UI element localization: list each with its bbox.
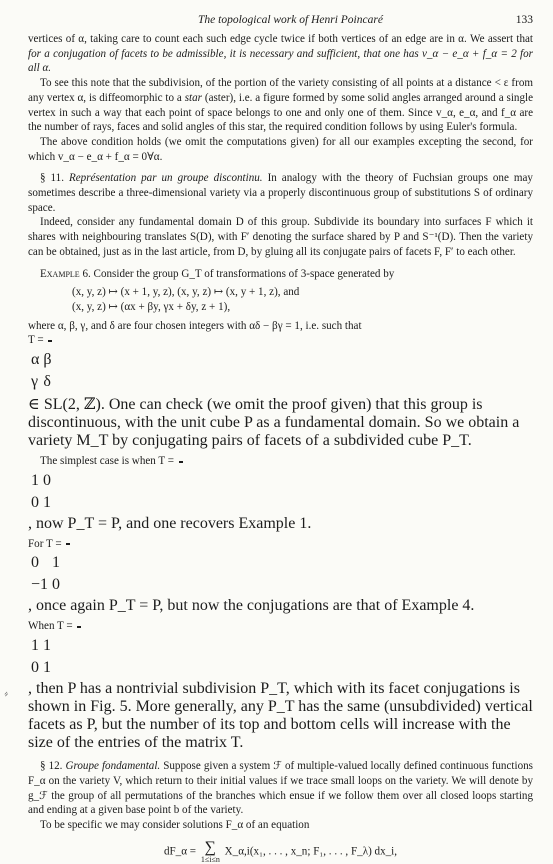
paragraph-3: The above condition holds (we omit the computations given) for all our examples excepting the second, for which v_α − e_α + f_α = 0∀α. <box>28 135 533 163</box>
section-12-title: Groupe fondamental. <box>65 760 161 773</box>
section-12: § 12. Groupe fondamental. Suppose given a system ℱ of multiple-valued locally defined continuous functions F_α on the variety V, which return to their initial values if we trace small loops on the variety. We will denote by g_ℱ the group of all permutations of the branches which ensue if we follow them over all closed loops starting and ending at a given base point b of the variety. <box>28 760 533 817</box>
matrix-rotation <box>66 543 70 545</box>
margin-mark: ⸗ <box>1 685 11 701</box>
assertion: for a conjugation of facets to be admissible, it is necessary and sufficient, that one has v_α − e_α + f_α = 2 for all α. <box>28 47 533 75</box>
paragraph-5: Indeed, consider any fundamental domain D of this group. Subdivide its boundary into surfaces F which it shares with neighbouring translates S(D), with F′ denoting the surface shared by P and S⁻¹(D). Then the variety can be obtained, just as in the last article, from D, by gluing all its conjugate pairs of facets F, F′ to each other. <box>28 216 533 258</box>
page-number: 133 <box>515 14 533 26</box>
running-title: The topological work of Henri Poincaré <box>198 14 383 26</box>
paragraph-1: vertices of α, taking care to count each such edge cycle twice if both vertices of an edge are in α. We assert that for a conjugation of facets to be admissible, it is necessary and sufficient, that one has v_α − e_α + f_α = 2 for all α. <box>28 33 533 75</box>
paragraph-12: To be specific we may consider solutions F_α of an equation <box>40 818 310 831</box>
display-equation-2: (x, y, z) ↦ (αx + βy, γx + δy, z + 1), <box>72 300 231 313</box>
matrix-identity <box>179 461 183 463</box>
paragraph-8: The simplest case is when T = <box>28 454 533 469</box>
paragraph-10: When T = <box>28 619 533 634</box>
summation: ∑ 1≤i≤n <box>200 838 220 864</box>
example-6-label: Example 6. <box>40 267 91 280</box>
section-11: § 11. Représentation par un groupe discontinu. In analogy with the theory of Fuchsian groups one may sometimes describe a three-dimensional variety via a properly discontinuous group of substitutions S of ordinary space. <box>28 172 533 214</box>
page: The topological work of Henri Poincaré 133 vertices of α, taking care to count each such edge cycle twice if both vertices of an edge are in α. We assert that for a conjugation of facets to be admissible, it is necessary and sufficient, that one has v_α − e_α + f_α = 2 for all α. To see this note that the subdivision, of the portion of the variety consisting of all points at a distance < ε from any vertex α, is diffeomorphic to a star (aster), i.e. a figure formed by some solid angles arranged around a single vertex in such a way that each point of space belongs to one and only one of them. Since v_α, e_α, and f_α are the number of rays, faces and solid angles of this star, the required condition follows by using Euler's formula. The above condition holds (we omit the computations given) for all our examples excepting the second, for which v_α − e_α + f_α = 0∀α. § 11. Représentation par un groupe discontinu. In analogy with the theory of Fuchsian groups one may sometimes describe a three-dimensional variety via a properly discontinuous group of substitutions S of ordinary space. Indeed, consider any fundamental domain D of this group. Subdivide its boundary into surfaces F which it shares with neighbouring translates S(D), with F′ denoting the surface shared by P and S⁻¹(D). Then the variety can be obtained, just as in the last article, from D, by gluing all its conjugate pairs of facets F, F′ to each other. Example 6. Consider the group G_T of transformations of 3-space generated by (x, y, z) ↦ (x + 1, y, z), (x, y, z) ↦ (x, y + 1, z), and (x, y, z) ↦ (αx + βy, γx + δy, z + 1), where α, β, γ, and δ are four chosen integers with αδ − βγ = 1, i.e. such that T = α β γ δ ∈ SL(2, ℤ). One can check (we omit the proof given) that this group is discontinuous, with the unit cube P as a fundamental domain. So we obtain a variety M_T by conjugating pairs of facets of a subdivided cube P_T. The simplest case is when T = 1 0 0 1 , now P_T = P, and one recovers Example 1. For T = 0 1 −1 0 , once again P_T = P, but now the conjugations are that of Example 4. When T = 1 1 0 1 , then P has a nontrivial subdivision P_T, which with its facet conjugations is shown in Fig. 5. More generally, any P_T has the same (unsubdivided) vertical facets as P, but the number of its top and bottom cells will increase with the size of the entries of the matrix T. § 12. Groupe fondamental. Suppose given a system ℱ of multiple-valued locally defined continuous functions F_α on the variety V, which return to their initial values if we trace small loops on the variety. We will denote by g_ℱ the group of all permutations of the branches which ensue if we follow them over all closed loops starting and ending at a given base point b of the variety. To be specific we may consider solutions F_α of an equation dF_α = ∑ 1≤i≤n X_α,i(x₁, . . . , x_n; F₁, . . . , F_λ) dx_i, <box>28 10 533 864</box>
section-11-title: Représentation par un groupe discontinu. <box>68 172 263 185</box>
matrix-generic <box>48 340 52 342</box>
matrix-shear <box>77 626 81 628</box>
example-6: Example 6. Consider the group G_T of transformations of 3-space generated by <box>40 267 395 280</box>
paragraph-2: To see this note that the subdivision, of the portion of the variety consisting of all points at a distance < ε from any vertex α, is diffeomorphic to a star (aster), i.e. a figure formed by some solid angles arranged around a single vertex in such a way that each point of space belongs to one and only one of them. Since v_α, e_α, and f_α are the number of rays, faces and solid angles of this star, the required condition follows by using Euler's formula. <box>28 77 534 134</box>
paragraph-9: For T = <box>28 537 533 552</box>
display-equation-1: (x, y, z) ↦ (x + 1, y, z), (x, y, z) ↦ (x, y + 1, z), and <box>72 286 300 299</box>
display-equation-3: dF_α = ∑ 1≤i≤n X_α,i(x₁, . . . , x_n; F₁, . . . , F_λ) dx_i, <box>163 838 398 864</box>
paragraph-7: where α, β, γ, and δ are four chosen integers with αδ − βγ = 1, i.e. such that T = <box>28 319 362 347</box>
running-header <box>28 10 533 32</box>
